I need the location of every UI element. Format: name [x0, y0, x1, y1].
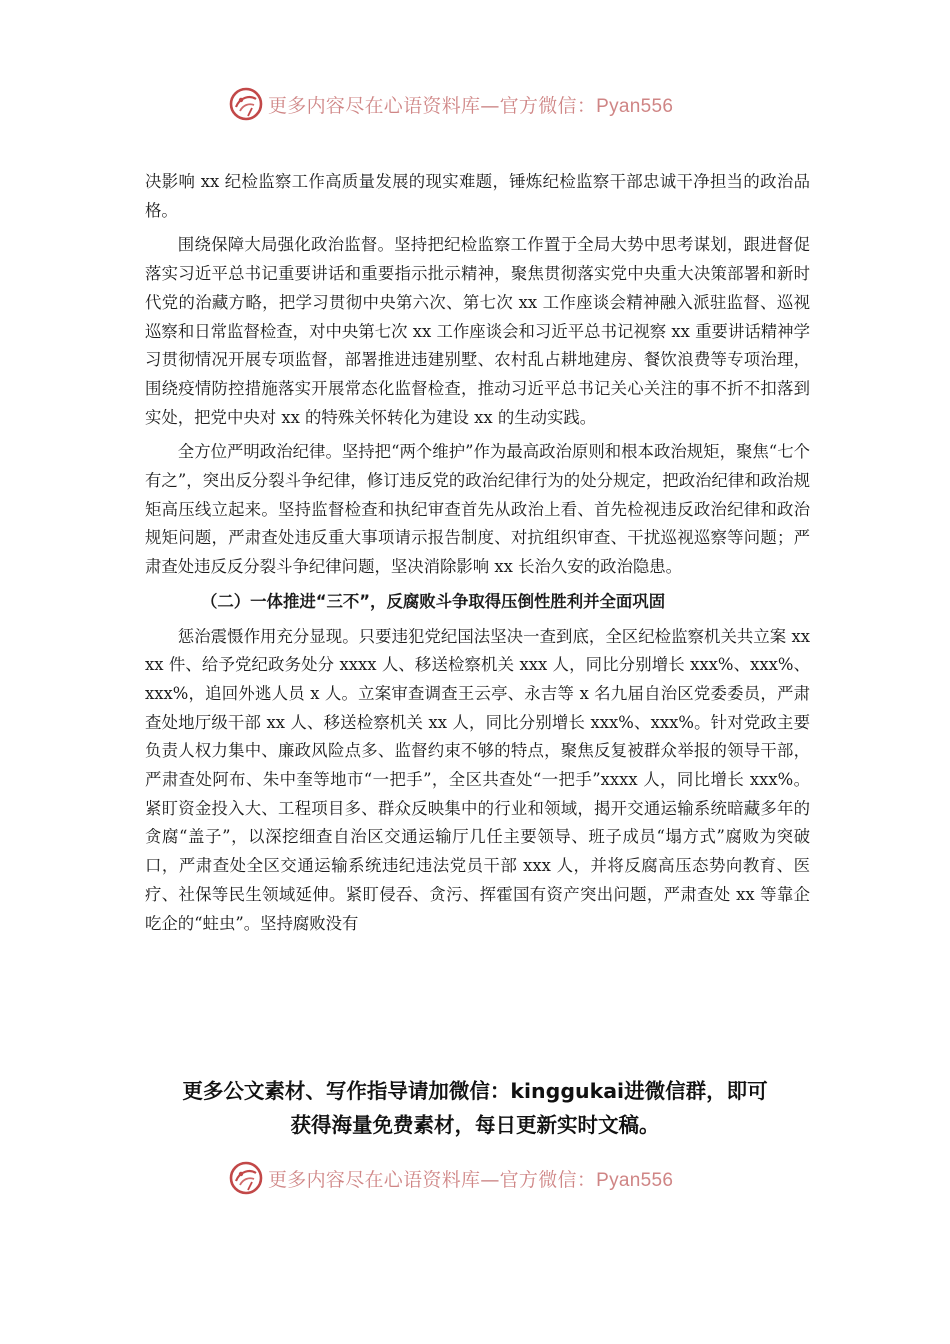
footer-banner-text: [268, 1165, 673, 1192]
promo-line-1-prefix: 更多公文素材、写作指导请加微信：: [182, 1079, 511, 1103]
paragraph-political-discipline: 全方位严明政治纪律。坚持把“两个维护”作为最高政治原则和根本政治规矩，聚焦“七个有之”，突出反分裂斗争纪律，修订违反党的政治纪律行为的处分规定，把政治纪律和政治规矩高压线立起来。坚持监督检查和执纪审查首先从政治上看、首先检视违反政治纪律和政治规矩问题，严肃查处违反重大事项请示报告制度、对抗组织审查、干扰巡视巡察等问题；严肃查处违反反分裂斗争纪律问题，坚决消除影响 xx 长治久安的政治隐患。: [145, 442, 810, 577]
banner-separator: —: [480, 1168, 500, 1191]
banner-wechat-id: Pyan556: [596, 95, 674, 117]
paragraph-political-supervision: 围绕保障大局强化政治监督。坚持把纪检监察工作置于全局大势中思考谋划，跟进督促落实习近平总书记重要讲话和重要指示批示精神，聚焦贯彻落实党中央重大决策部署和新时代党的治藏方略，把学习贯彻中央第六次、第七次 xx 工作座谈会精神融入派驻监督、巡视巡察和日常监督检查，对中央第七次 xx 工作座谈会和习近平总书记视察 xx 重要讲话精神学习贯彻情况开展专项监督，部署推进违建别墅、农村乱占耕地建房、餐饮浪费等专项治理，围绕疫情防控措施落实开展常态化监督检查，推动习近平总书记关心关注的事不折不扣落到实处，把党中央对 xx 的特殊关怀转化为建设 xx 的生动实践。: [145, 235, 810, 427]
logo-icon: [228, 1160, 264, 1196]
promo-wechat-id: kinggukai: [510, 1079, 625, 1103]
promo-notice: [120, 1074, 830, 1142]
banner-separator: —: [480, 94, 500, 117]
paragraph-continuation: 决影响 xx 纪检监察工作高质量发展的现实难题，锤炼纪检监察干部忠诚干净担当的政治品格。: [145, 172, 810, 220]
promo-line-1-suffix: 进微信群，即可: [624, 1079, 768, 1103]
banner-prefix: 更多内容尽在心语资料库: [268, 94, 481, 117]
banner-middle: 官方微信：: [499, 94, 597, 117]
promo-line-2: 获得海量免费素材，每日更新实时文稿。: [290, 1113, 660, 1137]
promo-line-1: [120, 1074, 830, 1108]
banner-wechat-id: Pyan556: [596, 1169, 674, 1191]
banner-prefix: 更多内容尽在心语资料库: [268, 1168, 481, 1191]
footer-watermark-banner: [228, 1158, 673, 1198]
document-body: [145, 168, 810, 944]
logo-icon: [228, 86, 264, 122]
banner-middle: 官方微信：: [499, 1168, 597, 1191]
header-watermark-banner: [228, 84, 673, 124]
section-heading: （二）一体推进“三不”，反腐败斗争取得压倒性胜利并全面巩固: [201, 591, 666, 611]
paragraph-anti-corruption: 惩治震慑作用充分显现。只要违犯党纪国法坚决一查到底，全区纪检监察机关共立案 xxxx 件、给予党纪政务处分 xxxx 人、移送检察机关 xxx 人，同比分别增长 xxx%、xxx%、xxx%，追回外逃人员 x 人。立案审查调查王云亭、永吉等 x 名九届自治区党委委员，严肃查处地厅级干部 xx 人、移送检察机关 xx 人，同比分别增长 xxx%、xxx%。针对党政主要负责人权力集中、廉政风险点多、监督约束不够的特点，聚焦反复被群众举报的领导干部，严肃查处阿布、朱中奎等地市“一把手”，全区共查处“一把手”xxxx 人，同比增长 xxx%。紧盯资金投入大、工程项目多、群众反映集中的行业和领域，揭开交通运输系统暗藏多年的贪腐“盖子”，以深挖细查自治区交通运输厅几任主要领导、班子成员“塌方式”腐败为突破口，严肃查处全区交通运输系统违纪违法党员干部 xxx 人，并将反腐高压态势向教育、医疗、社保等民生领域延伸。紧盯侵吞、贪污、挥霍国有资产突出问题，严肃查处 xx 等靠企吃企的“蛀虫”。坚持腐败没有: [145, 626, 810, 933]
header-banner-text: [268, 91, 673, 118]
